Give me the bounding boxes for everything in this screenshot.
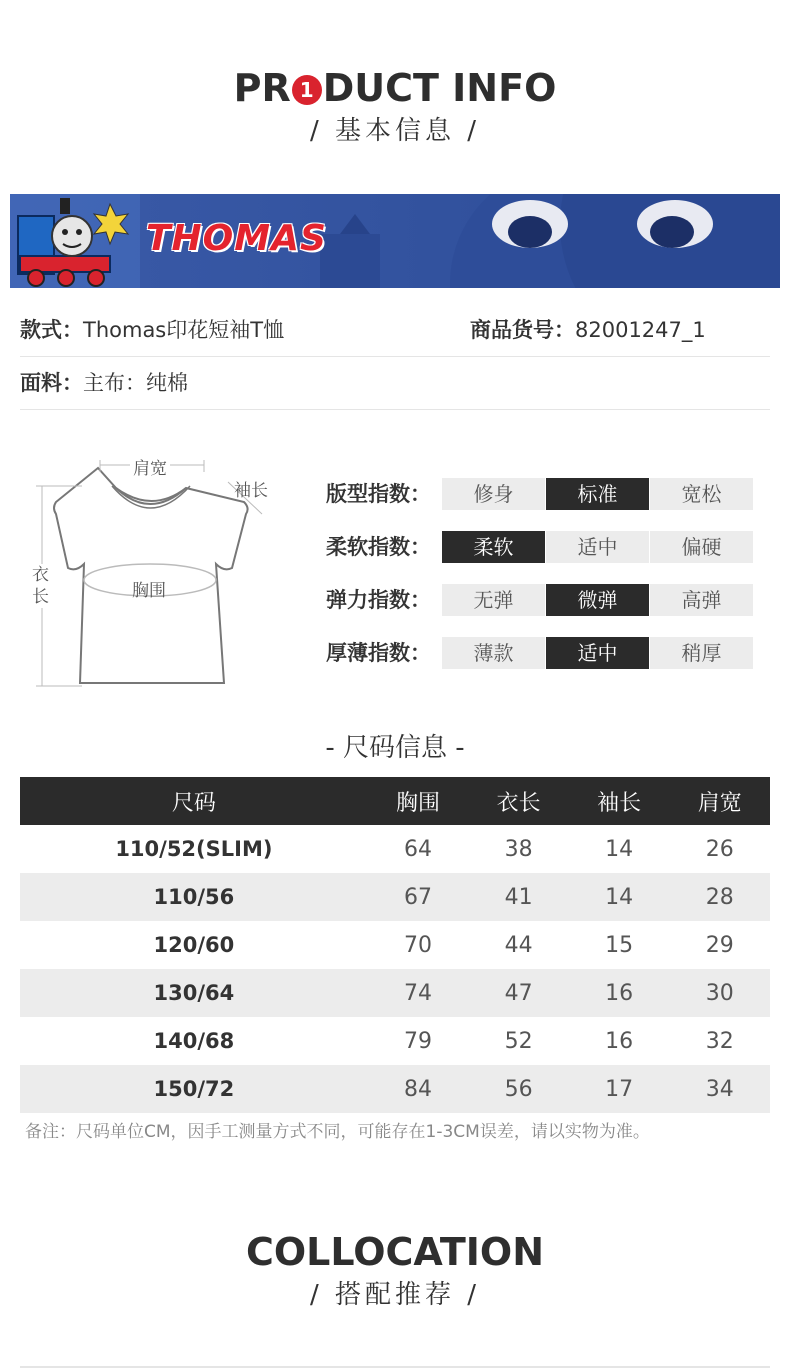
table-cell: 30 bbox=[669, 969, 770, 1017]
index-option-selected: 柔软 bbox=[442, 531, 545, 563]
style-row bbox=[20, 304, 770, 357]
collocation-title: COLLOCATION bbox=[245, 1230, 545, 1274]
index-label: 版型指数： bbox=[326, 482, 431, 506]
size-cell: 130/64 bbox=[20, 969, 368, 1017]
table-cell: 34 bbox=[669, 1065, 770, 1113]
table-row bbox=[20, 921, 770, 969]
size-table-header bbox=[20, 777, 770, 825]
header-cell: 肩宽 bbox=[669, 777, 770, 825]
table-row bbox=[20, 825, 770, 873]
shoulder-label: 肩宽 bbox=[130, 454, 170, 479]
style-label: 款式： bbox=[20, 318, 83, 342]
index-option: 偏硬 bbox=[650, 531, 753, 563]
table-cell: 14 bbox=[569, 873, 670, 921]
size-cell: 120/60 bbox=[153, 933, 235, 957]
table-cell: 15 bbox=[605, 932, 634, 958]
table-cell: 84 bbox=[368, 1065, 469, 1113]
product-info-title bbox=[0, 66, 790, 110]
header-cell: 衣长 bbox=[468, 777, 569, 825]
table-cell: 28 bbox=[669, 873, 770, 921]
length-label: 衣长 bbox=[32, 564, 52, 608]
size-section-title: - 尺码信息 - bbox=[325, 733, 465, 763]
table-cell: 70 bbox=[404, 932, 433, 958]
fabric-value: 主布：纯棉 bbox=[83, 371, 188, 395]
table-row bbox=[20, 969, 770, 1017]
size-cell: 140/68 bbox=[153, 1029, 235, 1053]
header-cell: 胸围 bbox=[368, 777, 469, 825]
fabric-row bbox=[20, 357, 770, 410]
product-info-subtitle: / 基本信息 / bbox=[309, 116, 481, 146]
index-option-selected: 标准 bbox=[546, 478, 649, 510]
title-circle-badge: 1 bbox=[292, 75, 322, 105]
brand-banner bbox=[10, 194, 780, 288]
index-option: 宽松 bbox=[650, 478, 753, 510]
table-cell: 52 bbox=[504, 1028, 533, 1054]
table-cell: 44 bbox=[504, 932, 533, 958]
table-cell: 16 bbox=[569, 969, 670, 1017]
table-cell: 67 bbox=[368, 873, 469, 921]
table-cell: 14 bbox=[605, 836, 634, 862]
train-icon bbox=[10, 194, 140, 288]
table-cell: 74 bbox=[368, 969, 469, 1017]
table-cell: 16 bbox=[605, 1028, 634, 1054]
table-cell: 47 bbox=[468, 969, 569, 1017]
index-option: 稍厚 bbox=[650, 637, 753, 669]
index-option-selected: 适中 bbox=[546, 637, 649, 669]
table-cell: 17 bbox=[569, 1065, 670, 1113]
size-cell: 150/72 bbox=[20, 1065, 368, 1113]
index-label: 厚薄指数： bbox=[326, 641, 431, 665]
header-cell: 尺码 bbox=[20, 777, 368, 825]
brand-logo-text: THOMAS bbox=[146, 218, 327, 259]
title-part: DUCT INFO bbox=[322, 66, 557, 110]
table-cell: 29 bbox=[705, 932, 734, 958]
sleeve-label: 袖长 bbox=[234, 481, 268, 501]
index-option-selected: 微弹 bbox=[546, 584, 649, 616]
table-cell: 38 bbox=[504, 836, 533, 862]
size-cell: 110/56 bbox=[20, 873, 368, 921]
table-cell: 32 bbox=[705, 1028, 734, 1054]
index-option: 修身 bbox=[442, 478, 545, 510]
index-option: 高弹 bbox=[650, 584, 753, 616]
table-row bbox=[20, 873, 770, 921]
size-note: 备注：尺码单位CM，因手工测量方式不同，可能存在1-3CM误差，请以实物为准。 bbox=[25, 1122, 650, 1142]
style-value: Thomas印花短袖T恤 bbox=[83, 318, 285, 342]
fabric-label: 面料： bbox=[20, 371, 83, 395]
table-cell: 41 bbox=[468, 873, 569, 921]
table-cell: 64 bbox=[404, 836, 433, 862]
sku-group bbox=[470, 304, 706, 356]
collocation-subtitle: / 搭配推荐 / bbox=[309, 1280, 481, 1310]
table-cell: 56 bbox=[468, 1065, 569, 1113]
table-cell: 79 bbox=[404, 1028, 433, 1054]
index-option: 适中 bbox=[546, 531, 649, 563]
size-table bbox=[20, 777, 770, 1113]
title-part: PR bbox=[233, 66, 291, 110]
size-cell: 110/52(SLIM) bbox=[115, 837, 273, 861]
sku-label: 商品货号： bbox=[470, 318, 575, 342]
index-label: 弹力指数： bbox=[326, 588, 431, 612]
index-option: 薄款 bbox=[442, 637, 545, 669]
table-row bbox=[20, 1065, 770, 1113]
sku-value: 82001247_1 bbox=[575, 318, 706, 342]
header-cell: 袖长 bbox=[569, 777, 670, 825]
tshirt-diagram bbox=[28, 450, 298, 695]
index-label: 柔软指数： bbox=[326, 535, 431, 559]
divider bbox=[20, 1366, 770, 1368]
index-option: 无弹 bbox=[442, 584, 545, 616]
chest-label: 胸围 bbox=[132, 581, 166, 601]
table-row bbox=[20, 1017, 770, 1065]
table-cell: 26 bbox=[705, 836, 734, 862]
